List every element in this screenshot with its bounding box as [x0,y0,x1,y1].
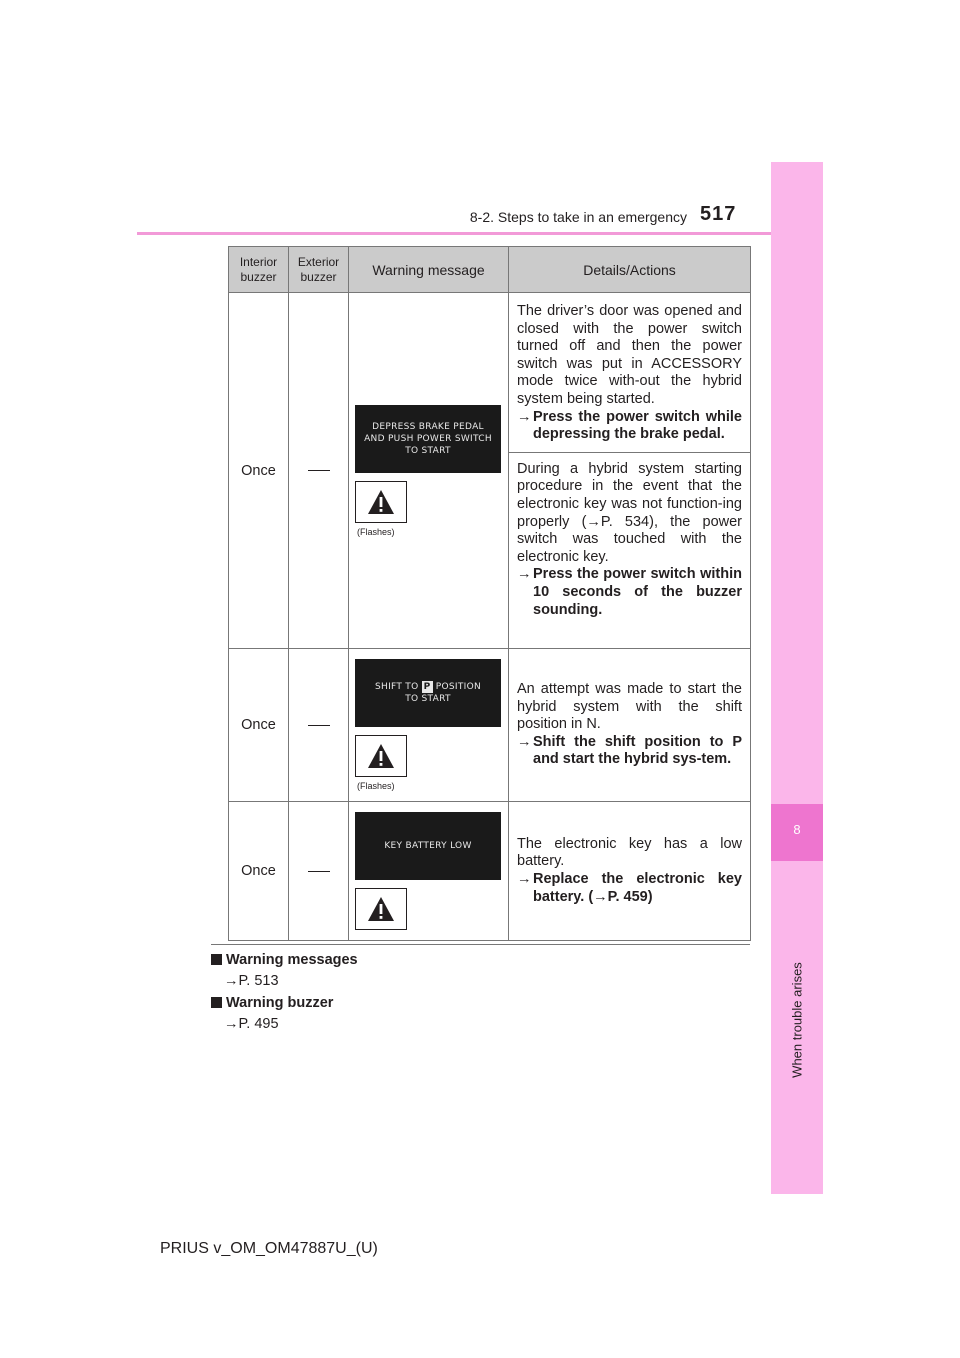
table-header-row [229,247,751,293]
arrow-right-icon: → [517,733,532,750]
screen-line: SHIFT TO P POSITION [375,682,481,692]
screen-line: TO START [405,694,451,704]
p-position-icon: P [423,682,431,692]
exterior-buzzer-cell [289,649,349,802]
interior-buzzer-cell: Once [229,293,289,649]
screen-line: KEY BATTERY LOW [384,841,472,851]
warning-message-cell [349,293,509,649]
detail-action: → Press the power switch while depressing the brake pedal. [517,408,742,443]
warning-message-cell [349,649,509,802]
document-footer: PRIUS v_OM_OM47887U_(U) [160,1240,378,1257]
note-reference: →P. 513 [224,973,279,989]
header-details-actions: Details/Actions [509,247,751,293]
detail-action: → Shift the shift position to P and start the hybrid sys-tem. [517,733,742,768]
display-screen [355,405,501,473]
screen-line: DEPRESS BRAKE PEDAL [372,421,484,432]
detail-text: The driver’s door was opened and closed with the power switch turned off and then the power switch was put in ACCESSORY mode twice with-out the hybrid system being started. [517,303,742,407]
note-heading: Warning messages [211,952,358,968]
dash-icon [308,871,330,872]
square-bullet-icon [211,997,222,1008]
chapter-number: 8 [793,822,801,837]
dash-icon [308,470,330,471]
square-bullet-icon [211,954,222,965]
page-number: 517 [700,203,737,225]
table-row [229,649,751,802]
warning-triangle-icon [355,735,407,777]
detail-divider [509,452,750,453]
table-row [229,802,751,941]
header-rule [137,232,823,235]
arrow-right-icon: → [517,871,532,887]
note-reference: →P. 495 [224,1016,279,1032]
detail-action: → Replace the electronic key battery. (→P. 459) [517,871,742,905]
details-cell [509,802,751,941]
header-interior-buzzer: Interior buzzer [229,247,289,293]
flashes-label: (Flashes) [357,526,395,537]
header-exterior-buzzer: Exterior buzzer [289,247,349,293]
screen-line: TO START [405,445,451,456]
details-cell [509,293,751,649]
exterior-buzzer-cell [289,293,349,649]
detail-text: The electronic key has a low battery. [517,835,742,870]
warning-triangle-icon [355,888,407,930]
table-row [229,293,751,649]
detail-action: → Press the power switch within 10 seconds of the buzzer sounding. [517,566,742,618]
flashes-label: (Flashes) [357,781,395,791]
detail-text: During a hybrid system starting procedure in the event that the electronic key was not function-ing properly (→P. 534), the power switch was touched with the electronic key. [517,460,742,565]
section-title: 8-2. Steps to take in an emergency [469,209,687,225]
note-heading: Warning buzzer [211,995,333,1011]
exterior-buzzer-cell [289,802,349,941]
warning-table [228,246,751,941]
warning-triangle-icon [355,481,407,523]
arrow-right-icon: → [517,408,532,425]
details-cell [509,649,751,802]
dash-icon [308,725,330,726]
warning-message-cell [349,802,509,941]
detail-text: An attempt was made to start the hybrid system with the shift position in N. [517,681,742,733]
chapter-label: When trouble arises [789,962,805,1078]
display-screen [355,659,501,727]
arrow-right-icon: → [517,566,532,583]
display-screen [355,812,501,880]
interior-buzzer-cell: Once [229,802,289,941]
header-warning-message: Warning message [349,247,509,293]
section-divider [211,944,750,945]
interior-buzzer-cell: Once [229,649,289,802]
screen-line: AND PUSH POWER SWITCH [364,433,492,444]
